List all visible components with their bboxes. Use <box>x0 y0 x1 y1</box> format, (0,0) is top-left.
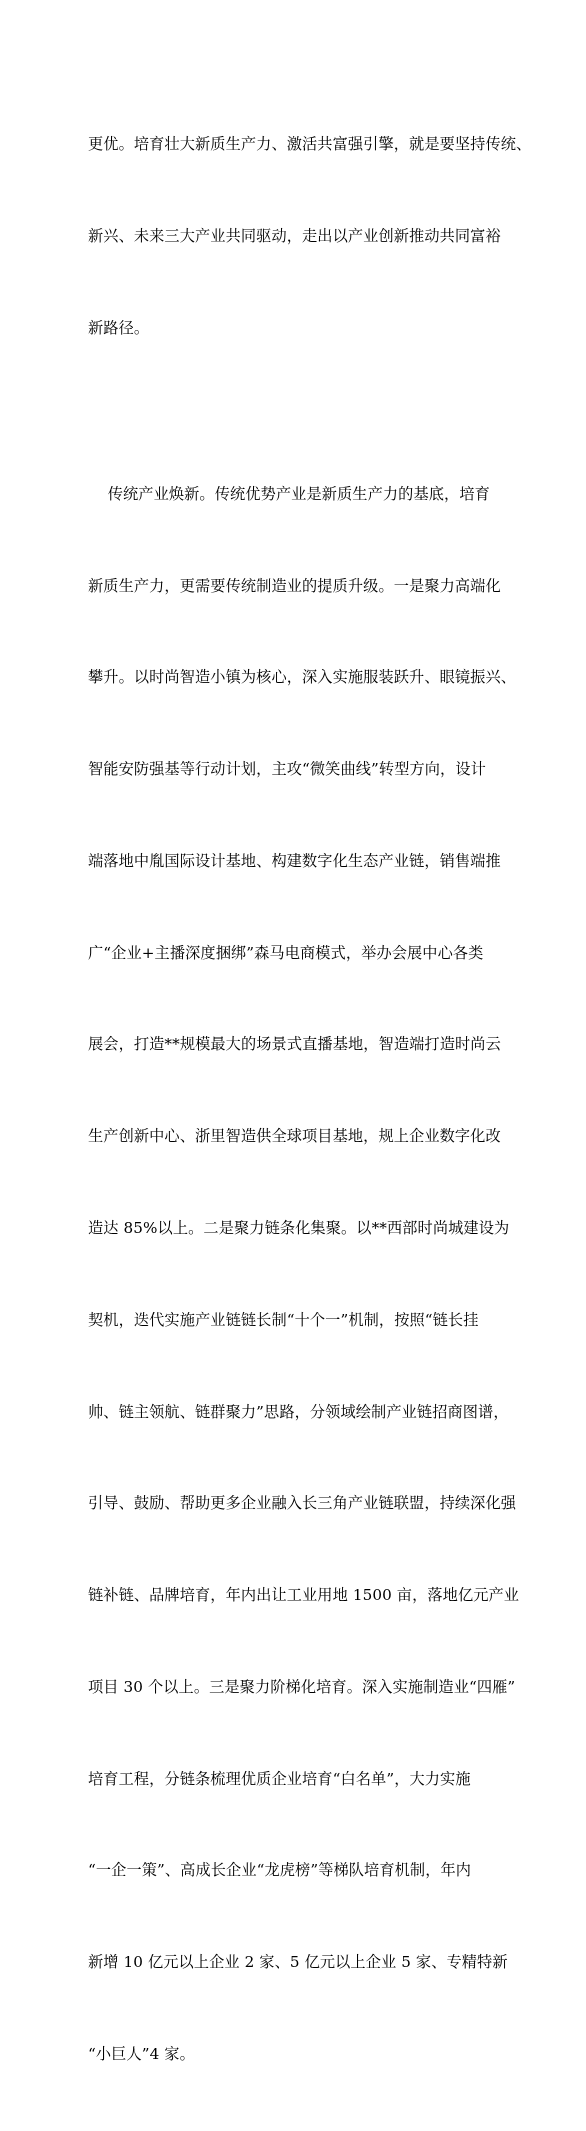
document-body <box>88 68 532 2131</box>
text-line: “一企一策”、高成长企业“龙虎榜”等梯队培育机制，年内 <box>88 1861 472 1880</box>
text-line: 新增 10 亿元以上企业 2 家、5 亿元以上企业 5 家、专精特新 <box>88 1953 508 1972</box>
text-line: 帅、链主领航、链群聚力”思路，分领域绘制产业链招商图谱， <box>88 1402 509 1421</box>
text-line: 契机，迭代实施产业链链长制“十个一”机制，按照“链长挂 <box>88 1310 479 1329</box>
text-line: “小巨人”4 家。 <box>88 2045 195 2063</box>
paragraph-2 <box>88 418 520 2131</box>
text-line: 传统产业焕新。传统优势产业是新质生产力的基底，培育 <box>88 484 490 503</box>
text-line: 新路径。 <box>88 318 150 337</box>
text-line: 生产创新中心、浙里智造供全球项目基地，规上企业数字化改 <box>88 1127 501 1146</box>
text-line: 端落地中胤国际设计基地、构建数字化生态产业链，销售端推 <box>88 851 501 870</box>
text-line: 展会，打造**规模最大的场景式直播基地，智造端打造时尚云 <box>88 1035 501 1054</box>
text-line: 广“企业+主播深度捆绑”森马电商模式，举办会展中心各类 <box>88 943 484 962</box>
text-line: 链补链、品牌培育，年内出让工业用地 1500 亩，落地亿元产业 <box>88 1586 520 1605</box>
text-line: 新质生产力，更需要传统制造业的提质升级。一是聚力高端化 <box>88 576 501 595</box>
text-line: 造达 85%以上。二是聚力链条化集聚。以**西部时尚城建设为 <box>88 1218 510 1237</box>
text-line: 更优。培育壮大新质生产力、激活共富强引擎，就是要坚持传统、 <box>88 135 532 154</box>
text-line: 智能安防强基等行动计划，主攻“微笑曲线”转型方向，设计 <box>88 760 486 779</box>
text-line: 项目 30 个以上。三是聚力阶梯化培育。深入实施制造业“四雁” <box>88 1677 516 1696</box>
text-line: 新兴、未来三大产业共同驱动，走出以产业创新推动共同富裕 <box>88 226 501 245</box>
text-line: 攀升。以时尚智造小镇为核心，深入实施服装跃升、眼镜振兴、 <box>88 668 517 687</box>
text-line: 引导、鼓励、帮助更多企业融入长三角产业链联盟，持续深化强 <box>88 1494 517 1513</box>
paragraph-1 <box>88 68 532 405</box>
paragraph-spacer <box>88 405 516 418</box>
text-line: 培育工程，分链条梳理优质企业培育“白名单”，大力实施 <box>88 1769 471 1788</box>
